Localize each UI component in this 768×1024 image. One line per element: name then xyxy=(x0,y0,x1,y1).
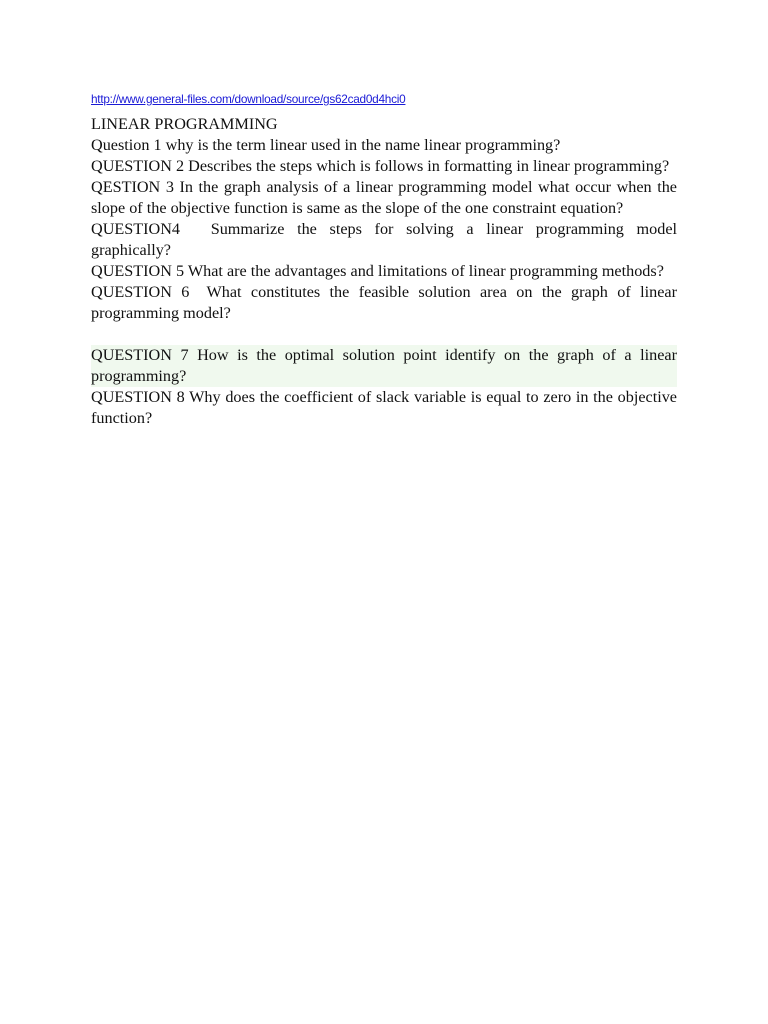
question-text: why is the term linear used in the name linear programming? xyxy=(165,136,561,154)
question-label: QUESTION 5 xyxy=(91,262,185,280)
source-link[interactable]: http://www.general-files.com/download/source/gs62cad0d4hci0 xyxy=(91,92,406,106)
question-text: Summarize the steps for solving a linear programming model graphically? xyxy=(91,220,678,259)
document-title: LINEAR PROGRAMMING xyxy=(91,115,278,133)
question-label: QUESTION4 xyxy=(91,220,181,238)
question-label: QUESTION 2 xyxy=(91,157,185,175)
document-page xyxy=(91,92,677,429)
question-3 xyxy=(91,177,677,219)
question-text: In the graph analysis of a linear programming model what occur when the slope of the objective function is same as the slope of the one constraint equation? xyxy=(91,178,677,217)
question-text: Why does the coefficient of slack variable is equal to zero in the objective function? xyxy=(91,388,677,427)
question-5 xyxy=(91,261,677,282)
question-label: QUESTION 7 xyxy=(91,346,189,364)
question-7 xyxy=(91,345,677,387)
question-label: QUESTION 8 xyxy=(91,388,185,406)
question-4 xyxy=(91,219,677,261)
question-label: Question 1 xyxy=(91,136,162,154)
question-text: What constitutes the feasible solution area on the graph of linear programming model? xyxy=(91,283,677,322)
question-2 xyxy=(91,156,677,177)
question-8 xyxy=(91,387,677,429)
question-text: Describes the steps which is follows in formatting in linear programming? xyxy=(188,157,670,175)
question-label: QUESTION 6 xyxy=(91,283,190,301)
question-1 xyxy=(91,135,677,156)
question-6 xyxy=(91,282,677,324)
question-label: QESTION 3 xyxy=(91,178,174,196)
question-text: What are the advantages and limitations of linear programming methods? xyxy=(187,262,664,280)
question-text: How is the optimal solution point identify on the graph of a linear programming? xyxy=(91,346,677,385)
